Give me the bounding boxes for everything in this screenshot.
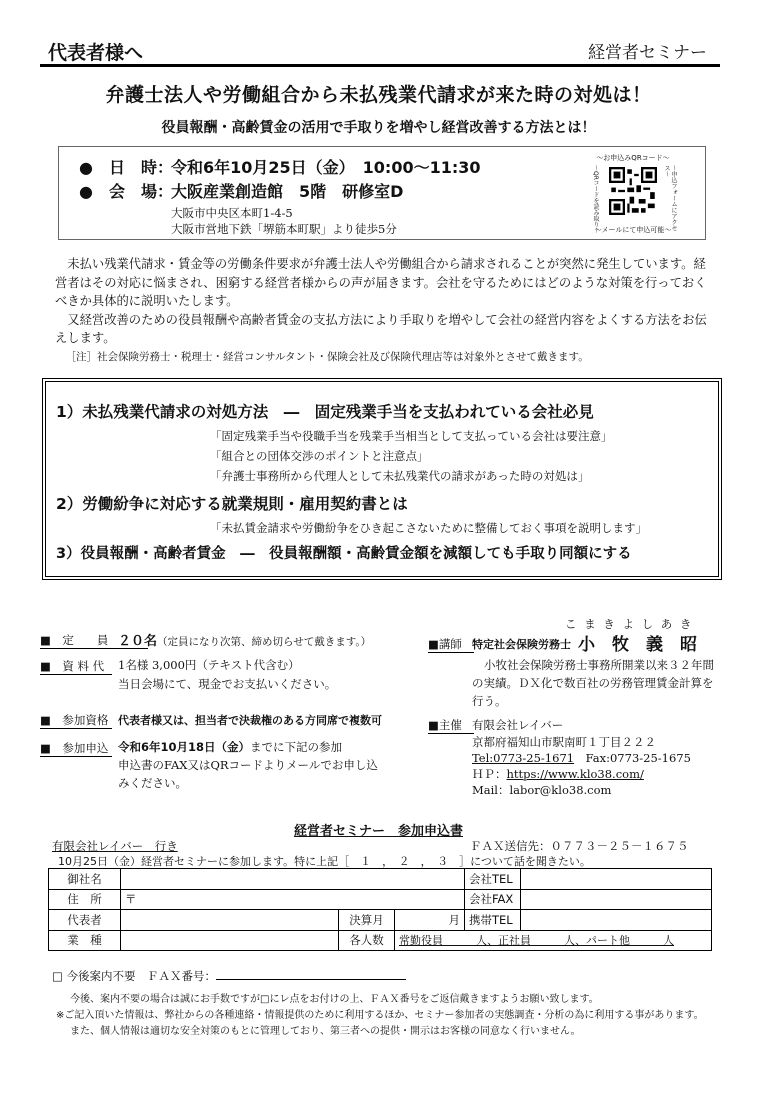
venue-row [79, 179, 403, 202]
venue-address: 大阪市中央区本町1-4-5 [171, 206, 293, 220]
company-fax-label: 会社FAX [465, 889, 521, 910]
lecturer-name-kana: こ ま き よ し あ き [565, 617, 694, 631]
fiscal-month-label: 決算月 [339, 910, 395, 931]
footer-line-2: ※ご記入頂いた情報は、弊社からの各種連絡・情報提供のために利用するほか、セミナー参加者の実態調査・分析の為に利用する事があります。 [56, 1010, 704, 1021]
form-row-company [49, 869, 712, 890]
agenda-topic-1-point-2: 「組合との団体交渉のポイントと注意点」 [210, 449, 429, 463]
optout-fax-field[interactable] [216, 979, 406, 980]
qr-caption-top: 〜お申込みQRコード〜 [596, 154, 670, 162]
address-label: 住 所 [49, 889, 121, 910]
date-row [79, 155, 481, 178]
agenda-topic-1: 1）未払残業代請求の対処方法 ― 固定残業手当を支払われている会社必見 [56, 403, 594, 421]
qualification-label: ■ 参加資格 [40, 712, 112, 729]
company-tel-label: 会社TEL [465, 869, 521, 890]
date-label: ● 日 時： [79, 158, 173, 177]
header-divider [40, 64, 720, 67]
representative-field[interactable] [121, 910, 339, 931]
industry-label: 業 種 [49, 930, 121, 951]
form-row-industry [49, 930, 712, 951]
headcount-label: 各人数 [339, 930, 395, 951]
lecturer-bio-3: 行う。 [472, 694, 507, 708]
qr-caption-bottom: 〜メールにて申込可能〜 [594, 226, 672, 234]
venue-label: ● 会 場： [79, 182, 173, 201]
organizer-tel[interactable]: Tel:0773-25-1671 [472, 751, 575, 765]
headcount-field[interactable]: 常勤役員 人、正社員 人、パート他 人 [395, 930, 712, 951]
form-fax-number: ＦＡＸ送信先：０７７３－２５－１６７５ [470, 839, 689, 853]
qr-code-icon[interactable] [609, 167, 657, 215]
application-deadline: 令和6年10月18日（金） [118, 740, 251, 754]
qr-caption-left: 〜QRコードを読み取り〜 [592, 165, 599, 234]
application-deadline-suffix: までに下記の参加 [250, 740, 343, 754]
lecturer-name: 小 牧 義 昭 [578, 635, 697, 655]
organizer-hp-link[interactable]: https://www.klo38.com/ [506, 767, 644, 781]
mobile-tel-label: 携帯TEL [465, 910, 521, 931]
agenda-topic-1-point-3: 「弁護士事務所から代理人として未払残業代の請求があった時の対処は」 [210, 469, 590, 483]
application-value-3: みください。 [118, 776, 187, 790]
venue-value: 大阪産業創造館 5階 研修室D [171, 182, 404, 201]
venue-access: 大阪市営地下鉄「堺筋本町駅」より徒歩5分 [171, 222, 397, 236]
header-seminar-label: 経営者セミナー [588, 43, 707, 63]
capacity-note: （定員になり次第、締め切らせて戴きます。） [157, 636, 372, 648]
page-title: 弁護士法人や労働組合から未払残業代請求が来た時の対処は！ [105, 84, 652, 106]
form-intro: 10月25日（金）経営者セミナーに参加します。特に上記［ １ ， ２ ， ３ ］について話を聞きたい。 [58, 855, 591, 868]
date-value: 令和6年10月25日（金） 10:00〜11:30 [171, 158, 481, 177]
mobile-tel-field[interactable] [521, 910, 712, 931]
company-name-field[interactable] [121, 869, 465, 890]
lecturer-bio-1: 小牧社会保険労務士事務所開業以来３２年間 [484, 658, 714, 672]
organizer-mail[interactable]: Mail：labor@klo38.com [472, 783, 612, 797]
fiscal-month-field[interactable] [395, 910, 465, 931]
application-row-1 [118, 739, 342, 755]
capacity-value: ２０名 [118, 634, 158, 649]
company-name-label: 御社名 [49, 869, 121, 890]
form-recipient: 有限会社レイバー 行き [52, 839, 178, 853]
form-row-address [49, 889, 712, 910]
application-value-2: 申込書のFAX又はQRコードよりメールでお申し込 [118, 758, 378, 772]
intro-text [55, 255, 707, 366]
organizer-label: ■主催 [428, 717, 474, 734]
company-tel-field[interactable] [521, 869, 712, 890]
intro-paragraph-1: 未払い残業代請求・賃金等の労働条件要求が弁護士法人や労働組合から請求されることが突然に発生しています。経営者はその対応に悩まされ、困窮する経営者様からの声が届きます。会社を守るためにはどのような対策を行っておくべきか具体的に説明いたします。 [55, 257, 707, 308]
lecturer-label: ■講師 [428, 636, 474, 653]
form-row-representative [49, 910, 712, 931]
capacity-label: ■ 定 員 [40, 632, 148, 649]
intro-paragraph-2: 又経営改善のための役員報酬や高齢者賃金の支払方法により手取りを増やして会社の経営内容をよくする方法をお伝えします。 [55, 312, 707, 345]
fee-label: ■ 資 料 代 [40, 658, 112, 675]
fee-value-1: 1名様 3,000円（テキスト代含む） [118, 658, 300, 672]
lecturer-bio-2: の実績。ＤＸ化で数百社の労務管理賃金計算を [472, 676, 714, 690]
event-info-box [58, 146, 706, 240]
intro-note: ［注］社会保険労務士・税理士・経営コンサルタント・保険会社及び保険代理店等は対象外とさせて戴きます。 [65, 350, 589, 363]
fee-value-2: 当日会場にて、現金でお支払いください。 [118, 677, 337, 691]
footer-line-1: 今後、案内不要の場合は誠にお手数ですが□にレ点をお付けの上、ＦＡＸ番号をご返信戴きますようお願い致します。 [70, 994, 599, 1005]
application-label: ■ 参加申込 [40, 740, 112, 757]
month-unit: 月 [448, 912, 460, 927]
agenda-topic-3: 3）役員報酬・高齢者賃金 ― 役員報酬額・高齢賃金額を減額しても手取り同額にする [56, 546, 632, 562]
organizer-contact [472, 750, 691, 766]
qualification-value: 代表者様又は、担当者で決裁権のある方同席で複数可 [118, 714, 382, 727]
organizer-name: 有限会社レイバー [472, 718, 564, 732]
company-fax-field[interactable] [521, 889, 712, 910]
representative-label: 代表者 [49, 910, 121, 931]
header-recipient: 代表者様へ [48, 42, 144, 64]
agenda-topic-2-point-1: 「未払賃金請求や労働紛争をひき起こさないために整備しておく事項を説明します」 [210, 521, 647, 535]
organizer-hp-label: ＨＰ： [472, 767, 507, 781]
optout-row[interactable] [52, 968, 406, 984]
organizer-address: 京都府福知山市駅南町１丁目２２２ [472, 735, 656, 749]
page-subtitle: 役員報酬・高齢賃金の活用で手取りを増やし経営改善する方法とは！ [161, 120, 596, 136]
industry-field[interactable] [121, 930, 339, 951]
organizer-fax: Fax:0773-25-1675 [585, 751, 691, 765]
agenda-box [42, 378, 722, 580]
qr-caption-right: 〜申込フォームにアクセス〜 [663, 165, 677, 231]
qr-code-block[interactable] [587, 153, 679, 237]
postal-mark: 〒 [125, 892, 137, 907]
form-title: 経営者セミナー 参加申込書 [293, 824, 463, 839]
capacity-row [118, 630, 371, 649]
lecturer-title: 特定社会保険労務士 [472, 638, 571, 651]
agenda-topic-2: 2）労働紛争に対応する就業規則・雇用契約書とは [56, 495, 408, 513]
organizer-hp-row [472, 766, 644, 782]
footer-line-3: また、個人情報は適切な安全対策のもとに管理しており、第三者への提供・開示はお客様の同意なく行いません。 [70, 1026, 581, 1037]
address-field[interactable] [121, 889, 465, 910]
optout-checkbox-label[interactable]: □ 今後案内不要 ＦＡＸ番号： [52, 969, 217, 983]
agenda-topic-1-point-1: 「固定残業手当や役職手当を残業手当相当として支払っている会社は要注意」 [210, 429, 613, 443]
application-form-table [48, 868, 712, 951]
